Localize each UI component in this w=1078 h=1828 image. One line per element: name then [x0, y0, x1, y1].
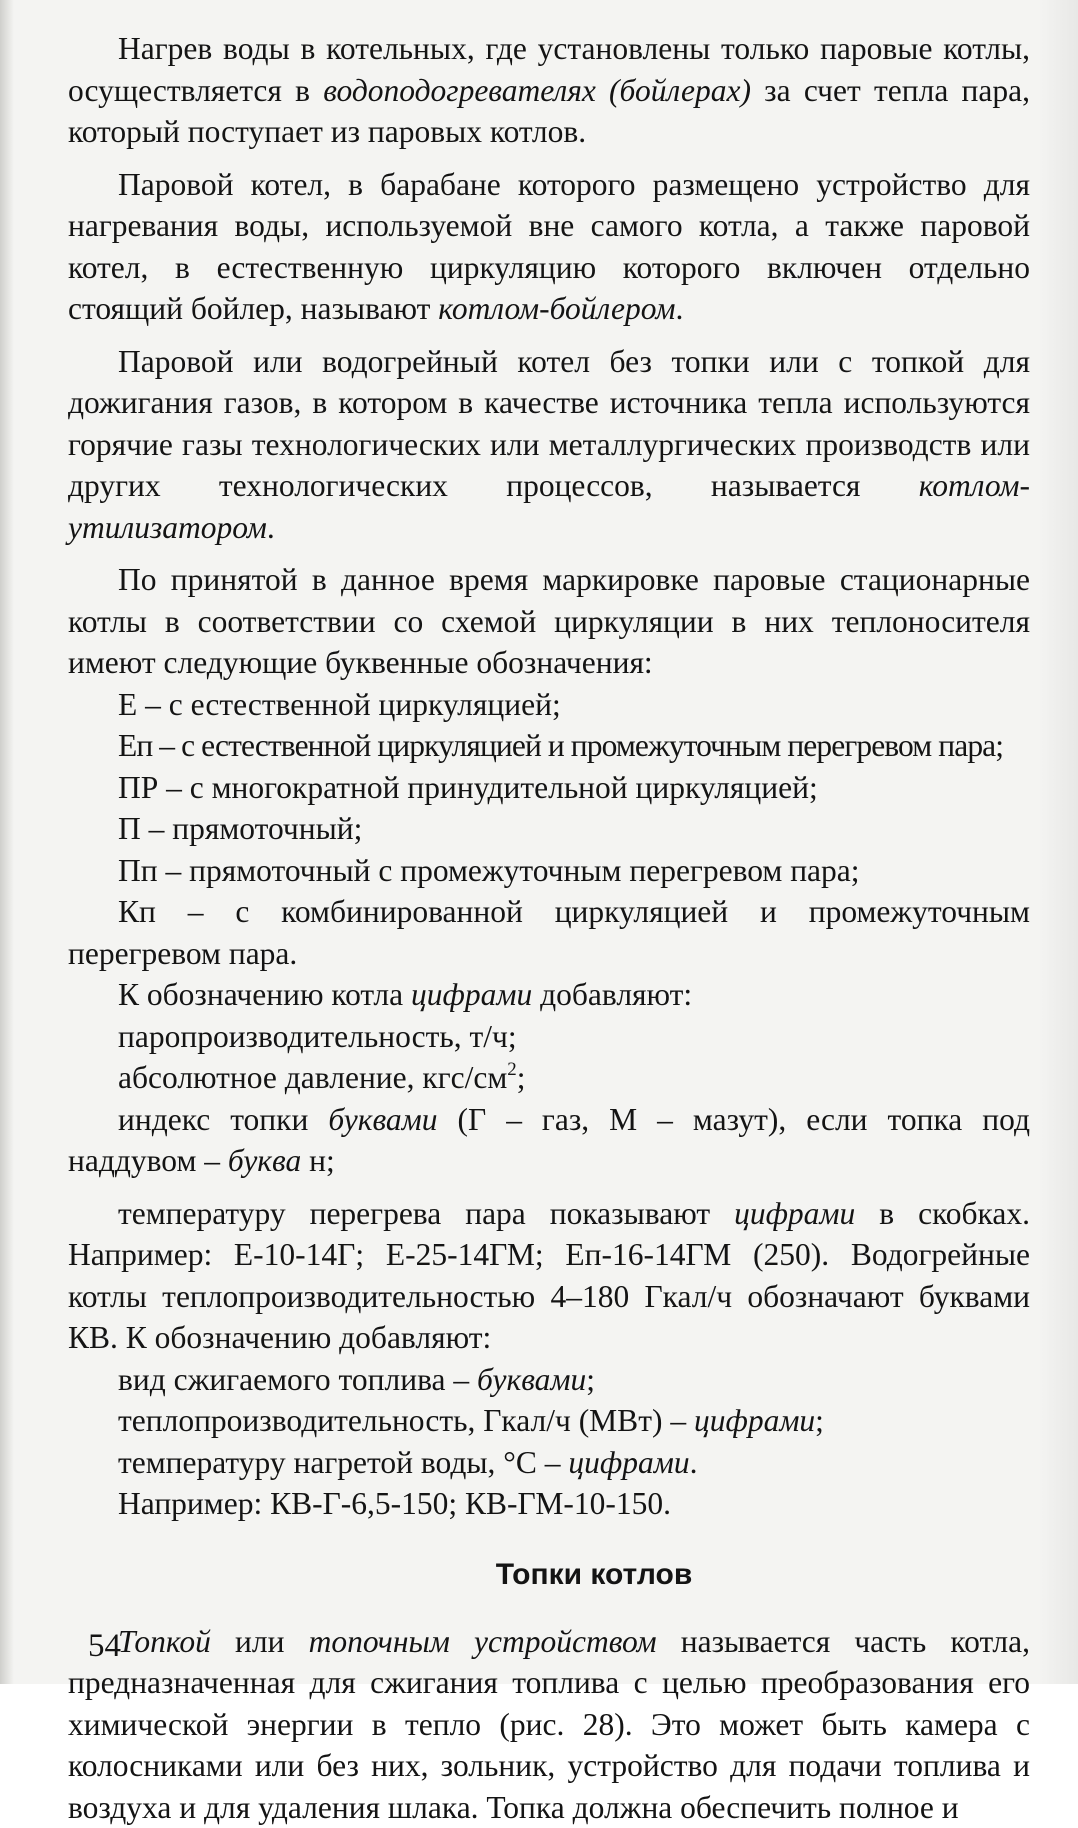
paragraph-text: в скобках. Например: Е-10-14Г; Е-25-14ГМ; Еп-16-14ГМ (250). Водогрейные котлы теплопроизводительностью 4–180 Гкал/ч обозначают буквами КВ. К обозначению добавляют:: [68, 1196, 1030, 1356]
paragraph-text: индекс топки: [118, 1102, 328, 1137]
water-boiler-example: Например: КВ-Г-6,5-150; КВ-ГМ-10-150.: [68, 1483, 1030, 1525]
water-boiler-item: [68, 1359, 1030, 1401]
paragraph-text: ;: [517, 1060, 526, 1095]
term-waste-heat-boiler: котлом-утилизатором: [68, 468, 1030, 545]
paragraph-text: .: [675, 291, 683, 326]
term-letters: буквами: [477, 1362, 586, 1397]
paragraph-text: температуру нагретой воды, °С –: [118, 1445, 568, 1480]
paragraph-text: Паровой или водогрейный котел без топки или с топкой для дожигания газов, в котором в качестве источника тепла используются горячие газы технологических или металлургических производств или других технологических процессов, называется: [68, 344, 1030, 504]
term-letter: буква: [228, 1143, 301, 1178]
paragraph-waste-heat-boiler: [68, 341, 1030, 549]
paragraph-text: абсолютное давление, кгс/см: [118, 1060, 507, 1095]
paragraph-text: называется часть котла, предназначенная для сжигания топлива с целью преобразования его химической энергии в тепло (рис. 28). Это может быть камера с колосниками или без них, зольник, устройство для подачи топлива и воздуха и для удаления шлака. Топка должна обеспечить полное и: [68, 1624, 1030, 1825]
marking-item: [68, 1099, 1030, 1182]
paragraph-text: ;: [815, 1403, 824, 1438]
paragraph-text: Нагрев воды в котельных, где установлены только паровые котлы, осуществляется в: [68, 31, 1030, 108]
page-number: 54: [88, 1626, 121, 1666]
term-digits: цифрами: [411, 977, 532, 1012]
designation-item: Еп – с естественной циркуляцией и промежуточным перегревом пара;: [68, 725, 1030, 767]
paragraph-text: н;: [301, 1143, 334, 1178]
paragraph-text: .: [267, 510, 275, 545]
paragraph-text: (Г – газ, М – мазут), если топка под наддувом –: [68, 1102, 1030, 1179]
superscript: 2: [507, 1059, 516, 1080]
designation-item: Кп – с комбинированной циркуляцией и промежуточным перегревом пара.: [68, 891, 1030, 974]
paragraph-text: температуру перегрева пара показывают: [118, 1196, 734, 1231]
paragraph-text: или: [211, 1624, 309, 1659]
paragraph-boiler-definition: [68, 164, 1030, 330]
term-furnace: Топкой: [118, 1624, 211, 1659]
term-water-heaters: водоподогревателях (бойлерах): [323, 73, 751, 108]
water-boiler-item: [68, 1400, 1030, 1442]
designation-item: ПР – с многократной принудительной циркуляцией;: [68, 767, 1030, 809]
paragraph-text: теплопроизводительность, Гкал/ч (МВт) –: [118, 1403, 694, 1438]
paragraph-text: К обозначению котла: [118, 977, 411, 1012]
marking-item: [68, 1057, 1030, 1099]
page-body: [68, 28, 1030, 1828]
section-heading: Топки котлов: [68, 1554, 1030, 1596]
term-digits: цифрами: [694, 1403, 815, 1438]
term-boiler-heater: котлом-бойлером: [438, 291, 675, 326]
designation-item: Е – с естественной циркуляцией;: [68, 684, 1030, 726]
term-digits: цифрами: [568, 1445, 689, 1480]
term-digits: цифрами: [734, 1196, 855, 1231]
paragraph-marking-intro: По принятой в данное время маркировке паровые стационарные котлы в соответствии со схемой циркуляции в них теплоносителя имеют следующие буквенные обозначения:: [68, 559, 1030, 684]
designation-item: П – прямоточный;: [68, 808, 1030, 850]
designation-item: Пп – прямоточный с промежуточным перегревом пара;: [68, 850, 1030, 892]
water-boiler-item: [68, 1442, 1030, 1484]
paragraph-text: Паровой котел, в барабане которого размещено устройство для нагревания воды, используемой вне самого котла, а также паровой котел, в естественную циркуляцию которого включен отдельно стоящий бойлер, называют: [68, 167, 1030, 327]
marking-item: [68, 1193, 1030, 1359]
marking-item: паропроизводительность, т/ч;: [68, 1016, 1030, 1058]
paragraph-text: добавляют:: [532, 977, 692, 1012]
paragraph-text: .: [690, 1445, 698, 1480]
paragraph-text: ;: [586, 1362, 595, 1397]
paragraph-boiler-heating: [68, 28, 1030, 153]
paragraph-text: за счет тепла пара, который поступает из паровых котлов.: [68, 73, 1030, 150]
term-letters: буквами: [328, 1102, 437, 1137]
paragraph-text: вид сжигаемого топлива –: [118, 1362, 477, 1397]
term-furnace-device: топочным устройством: [309, 1624, 657, 1659]
marking-intro: [68, 974, 1030, 1016]
paragraph-furnace-definition: [68, 1621, 1030, 1828]
